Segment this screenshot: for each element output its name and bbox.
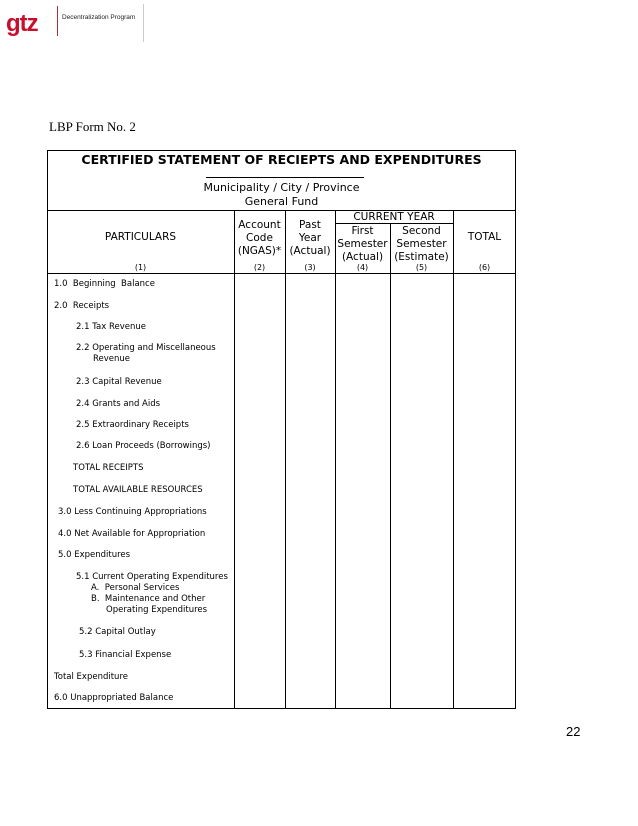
row-total-receipts: TOTAL RECEIPTS bbox=[73, 463, 144, 473]
row-operating-misc-revenue: 2.2 Operating and Miscellaneous bbox=[76, 343, 216, 353]
row-tax-revenue: 2.1 Tax Revenue bbox=[76, 322, 146, 332]
row-maintenance-other-cont: Operating Expenditures bbox=[106, 605, 208, 615]
past-year-line: (Actual) bbox=[289, 245, 331, 257]
past-year-header bbox=[285, 219, 335, 258]
row-maintenance-other: B. Maintenance and Other bbox=[91, 594, 206, 604]
account-code-line: Account bbox=[238, 219, 281, 231]
column-number-rule bbox=[47, 273, 516, 274]
total-header: TOTAL bbox=[467, 231, 502, 243]
column-number: (6) bbox=[478, 263, 491, 272]
second-semester-line: Semester bbox=[396, 238, 447, 250]
account-code-line: (NGAS)* bbox=[237, 245, 282, 257]
column-number: (4) bbox=[356, 263, 369, 272]
statement-title: CERTIFIED STATEMENT OF RECIEPTS AND EXPENDITURES bbox=[81, 152, 482, 167]
row-operating-misc-revenue-cont: Revenue bbox=[93, 354, 131, 364]
column-number: (1) bbox=[134, 263, 147, 272]
account-code-line: Code bbox=[246, 232, 273, 244]
row-capital-outlay: 5.2 Capital Outlay bbox=[79, 627, 156, 637]
column-number: (2) bbox=[253, 263, 266, 272]
second-semester-header bbox=[390, 225, 453, 264]
form-number: LBP Form No. 2 bbox=[49, 119, 136, 134]
row-loan-proceeds: 2.6 Loan Proceeds (Borrowings) bbox=[76, 441, 211, 451]
account-code-header bbox=[234, 219, 285, 258]
column-divider bbox=[390, 223, 391, 709]
row-total-expenditure: Total Expenditure bbox=[54, 672, 128, 682]
particulars-header: PARTICULARS bbox=[104, 231, 177, 243]
column-number: (5) bbox=[415, 263, 428, 272]
column-divider bbox=[453, 210, 454, 709]
row-continuing-appropriations: 3.0 Less Continuing Appropriations bbox=[58, 507, 207, 517]
first-semester-line: First bbox=[351, 225, 374, 237]
row-current-operating: 5.1 Current Operating Expenditures bbox=[76, 572, 228, 582]
gtz-logo: gtz bbox=[6, 10, 38, 37]
statement-subtitle bbox=[47, 181, 516, 209]
lgu-name-blank bbox=[206, 177, 364, 178]
current-year-header: CURRENT YEAR bbox=[353, 211, 435, 223]
row-extraordinary-receipts: 2.5 Extraordinary Receipts bbox=[76, 420, 189, 430]
header-rule bbox=[143, 4, 144, 42]
page-number: 22 bbox=[566, 724, 581, 739]
logo-divider bbox=[57, 6, 58, 36]
row-receipts: 2.0 Receipts bbox=[54, 301, 110, 311]
first-semester-line: Semester bbox=[337, 238, 388, 250]
row-grants-aids: 2.4 Grants and Aids bbox=[76, 399, 161, 409]
program-name: Decentralization Program bbox=[62, 14, 136, 21]
subtitle-line-2: General Fund bbox=[244, 195, 319, 208]
past-year-line: Year bbox=[298, 232, 322, 244]
column-divider bbox=[285, 210, 286, 709]
past-year-line: Past bbox=[299, 219, 321, 231]
row-personal-services: A. Personal Services bbox=[91, 583, 180, 593]
second-semester-line: (Estimate) bbox=[394, 251, 449, 263]
first-semester-line: (Actual) bbox=[341, 251, 384, 263]
row-beginning-balance: 1.0 Beginning Balance bbox=[54, 279, 155, 289]
row-financial-expense: 5.3 Financial Expense bbox=[79, 650, 172, 660]
row-unappropriated-balance: 6.0 Unappropriated Balance bbox=[54, 693, 174, 703]
column-divider bbox=[335, 210, 336, 709]
column-number: (3) bbox=[304, 263, 316, 272]
row-capital-revenue: 2.3 Capital Revenue bbox=[76, 377, 162, 387]
second-semester-line: Second bbox=[402, 225, 441, 237]
row-total-available-resources: TOTAL AVAILABLE RESOURCES bbox=[73, 485, 203, 495]
row-expenditures: 5.0 Expenditures bbox=[58, 550, 131, 560]
column-divider bbox=[234, 210, 235, 709]
first-semester-header bbox=[335, 225, 390, 264]
subtitle-line-1: Municipality / City / Province bbox=[203, 181, 360, 194]
row-net-available: 4.0 Net Available for Appropriation bbox=[58, 529, 206, 539]
